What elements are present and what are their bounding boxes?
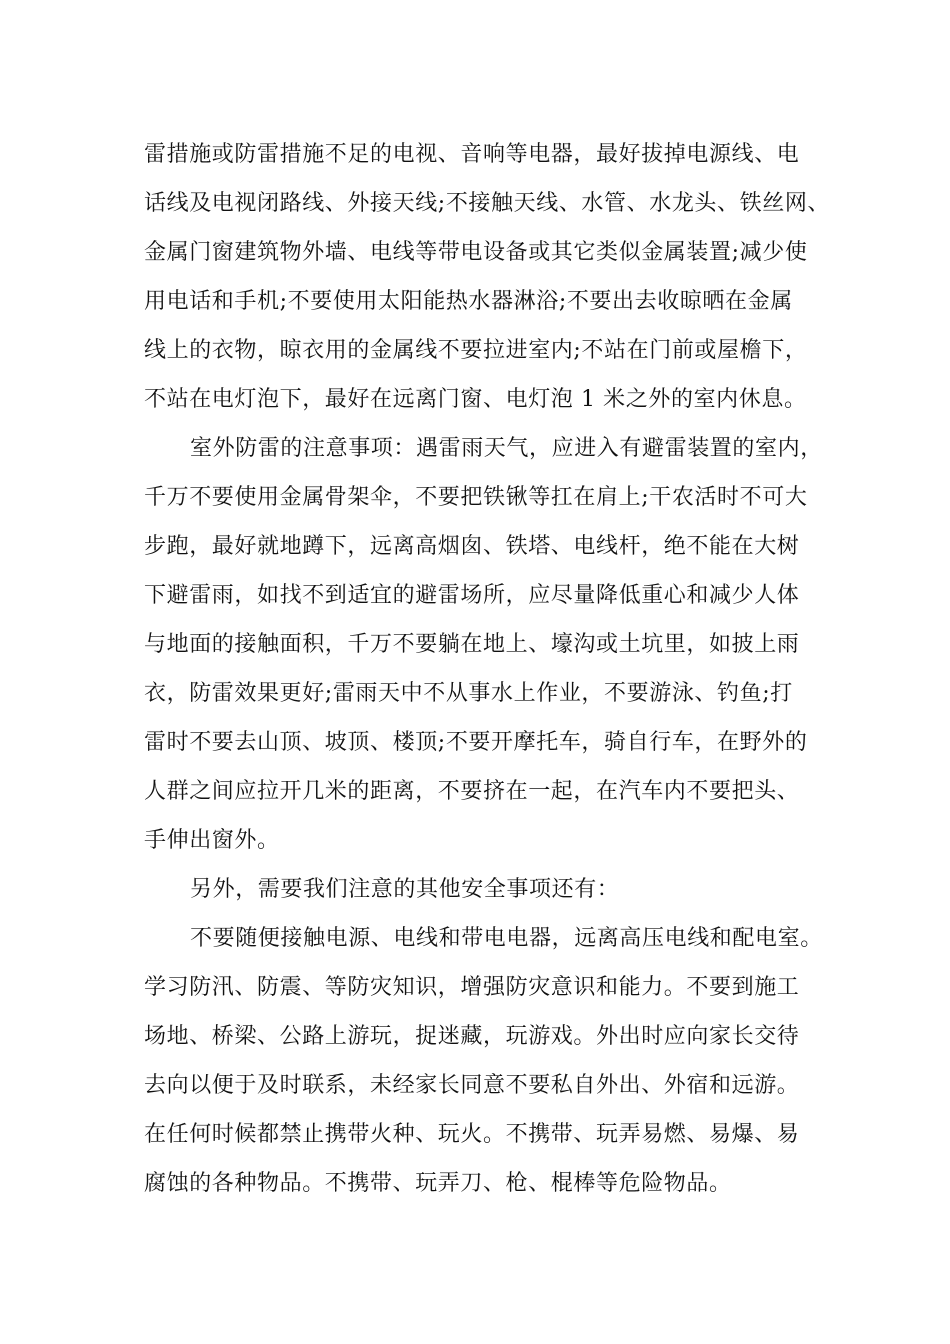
text-line: 另外，需要我们注意的其他安全事项还有： — [190, 877, 620, 902]
text-line: 话线及电视闭路线、外接天线;不接触天线、水管、水龙头、铁丝网、 — [144, 191, 831, 216]
text-line: 场地、桥梁、公路上游玩，捉迷藏，玩游戏。外出时应向家长交待 — [144, 1024, 800, 1049]
body-text — [144, 130, 834, 1208]
text-line: 在任何时候都禁止携带火种、玩火。不携带、玩弄易燃、易爆、易 — [144, 1122, 800, 1147]
paragraph-other-safety-items — [144, 914, 834, 1208]
paragraph-indoor-lightning — [144, 130, 834, 424]
paragraph-other-safety-intro — [144, 865, 834, 914]
text-line: 衣，防雷效果更好;雷雨天中不从事水上作业，不要游泳、钓鱼;打 — [144, 681, 793, 706]
text-line: 用电话和手机;不要使用太阳能热水器淋浴;不要出去收晾晒在金属 — [144, 289, 793, 314]
text-line: 不站在电灯泡下，最好在远离门窗、电灯泡 1 米之外的室内休息。 — [144, 387, 807, 412]
paragraph-outdoor-lightning — [144, 424, 834, 865]
text-line: 学习防汛、防震、等防灾知识，增强防灾意识和能力。不要到施工 — [144, 975, 800, 1000]
text-line: 与地面的接触面积，千万不要躺在地上、壕沟或土坑里，如披上雨 — [144, 632, 800, 657]
text-line: 去向以便于及时联系，未经家长同意不要私自外出、外宿和远游。 — [144, 1073, 800, 1098]
text-line: 金属门窗建筑物外墙、电线等带电设备或其它类似金属装置;减少使 — [144, 240, 808, 265]
text-line: 室外防雷的注意事项：遇雷雨天气，应进入有避雷装置的室内， — [190, 436, 823, 461]
text-line: 雷措施或防雷措施不足的电视、音响等电器，最好拔掉电源线、电 — [144, 142, 800, 167]
text-line: 线上的衣物，晾衣用的金属线不要拉进室内;不站在门前或屋檐下， — [144, 338, 808, 363]
text-line: 千万不要使用金属骨架伞，不要把铁锹等扛在肩上;干农活时不可大 — [144, 485, 808, 510]
text-line: 腐蚀的各种物品。不携带、玩弄刀、枪、棍棒等危险物品。 — [144, 1171, 732, 1196]
text-line: 不要随便接触电源、电线和带电电器，远离高压电线和配电室。 — [190, 926, 823, 951]
text-line: 步跑，最好就地蹲下，远离高烟囱、铁塔、电线杆，绝不能在大树 — [144, 534, 800, 559]
text-line: 下避雷雨，如找不到适宜的避雷场所，应尽量降低重心和减少人体 — [144, 583, 800, 608]
text-line: 雷时不要去山顶、坡顶、楼顶;不要开摩托车，骑自行车，在野外的 — [144, 730, 808, 755]
text-line: 手伸出窗外。 — [144, 828, 280, 853]
text-line: 人群之间应拉开几米的距离，不要挤在一起，在汽车内不要把头、 — [144, 779, 800, 804]
